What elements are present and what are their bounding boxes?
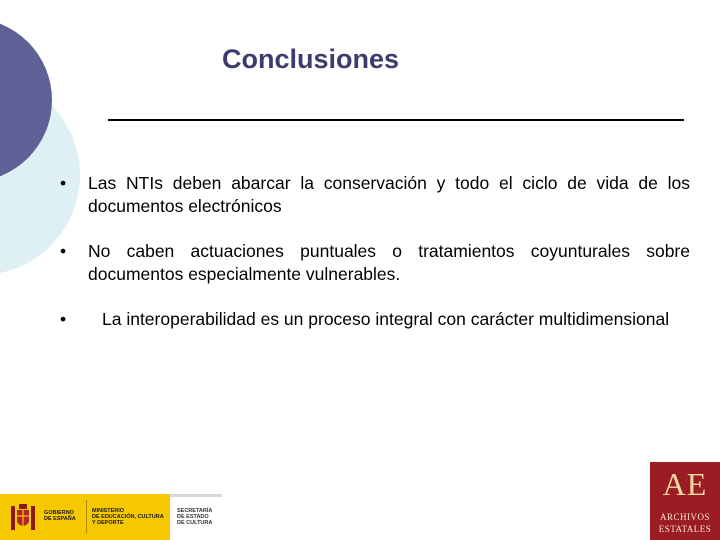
bullet-list <box>60 172 690 353</box>
bullet-item <box>60 172 690 218</box>
bullet-text: No caben actuaciones puntuales o tratamientos coyunturales sobre documentos especialmente vulnerables. <box>88 241 690 284</box>
bullet-text: Las NTIs deben abarcar la conservación y todo el ciclo de vida de los documentos electrónicos <box>88 173 690 216</box>
bullet-item <box>60 240 690 286</box>
secretariat-line3: DE CULTURA <box>177 520 213 526</box>
ae-monogram: AE <box>662 466 708 502</box>
secretariat-line2: DE ESTADO <box>177 514 209 520</box>
bullet-text: La interoperabilidad es un proceso integral con carácter multidimensional <box>102 309 670 329</box>
ministry-line2: DE EDUCACIÓN, CULTURA <box>92 514 164 520</box>
bullet-marker: • <box>60 173 67 193</box>
archivos-estatales-logo <box>650 462 720 540</box>
ministry-line3: Y DEPORTE <box>92 520 124 526</box>
government-line2: DE ESPAÑA <box>44 516 76 522</box>
ministry-line1: MINISTERIO <box>92 508 125 514</box>
title-underline <box>108 119 684 121</box>
ministry-label <box>92 508 164 526</box>
government-label <box>44 510 76 522</box>
coat-of-arms-icon <box>8 502 38 534</box>
bullet-item <box>60 308 690 331</box>
footer-separator <box>86 500 87 534</box>
ae-line1: ARCHIVOS <box>659 512 710 522</box>
government-line1: GOBIERNO <box>44 510 74 516</box>
slide-title: Conclusiones <box>222 44 400 74</box>
ae-line2: ESTATALES <box>658 524 712 534</box>
bullet-marker: • <box>60 309 67 329</box>
bullet-marker: • <box>60 241 67 261</box>
secretariat-line1: SECRETARÍA <box>177 508 213 514</box>
secretariat-label <box>177 508 212 526</box>
